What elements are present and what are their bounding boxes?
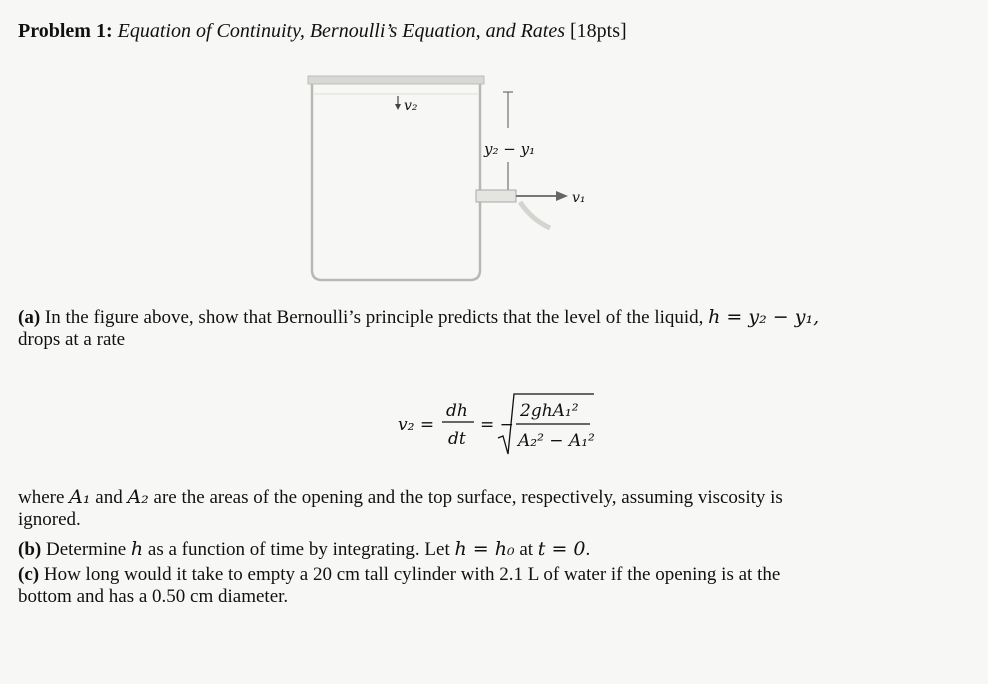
where-and: and [95,487,123,508]
part-a-label: (a) [18,307,41,328]
part-b-instruction: as a function of time by integrating. Let [147,539,450,560]
tank-diagram [300,70,620,290]
part-a-height-expression: h = y₂ − y₁, [708,306,820,328]
problem-points: [18pts] [570,20,627,42]
part-c-line1: How long would it take to empty a 20 cm tall cylinder with 2.1 L of water if the opening is at the [43,564,781,585]
eq-frac-num: dh [446,401,468,421]
eq-root-num: 2ghA₁² [520,401,579,421]
part-b-at: at [519,539,534,560]
part-b-condition-h: h = h₀ [454,538,515,560]
where-text [18,486,783,531]
eq-lhs: v₂ = [398,415,435,435]
where-ignored: ignored. [18,509,81,530]
tank-wall [312,84,480,280]
water-spray [520,202,550,228]
part-b-determine: Determine [45,539,127,560]
part-a-text [18,306,819,351]
v2-label: v₂ [404,98,418,114]
part-b-text [18,538,590,561]
part-b-condition-t: t = 0 [537,538,586,560]
area-a2: A₂ [127,486,149,508]
v1-arrowhead [556,191,568,201]
rate-equation-svg [398,392,618,462]
eq-middle: = − [480,415,514,435]
v1-label: v₁ [572,190,586,206]
problem-title: Equation of Continuity, Bernoulli’s Equation, and Rates [117,20,566,42]
part-a-line2: drops at a rate [18,329,126,350]
problem-heading [18,20,627,43]
problem-number: Problem 1: [18,20,113,42]
part-b-label: (b) [18,539,42,560]
tank-figure [300,70,620,290]
eq-frac-den: dt [448,429,466,449]
where-word: where [18,487,65,508]
part-b-h: h [130,538,144,560]
tank-rim [308,76,484,84]
v2-arrowhead [395,104,401,110]
where-description: are the areas of the opening and the top surface, respectively, assuming viscosity is [153,487,783,508]
height-label: y₂ − y₁ [484,140,536,158]
eq-root-den: A₂² − A₁² [518,431,595,451]
outlet-spout [476,190,516,202]
part-c-label: (c) [18,564,40,585]
area-a1: A₁ [69,486,91,508]
part-a-line1: In the figure above, show that Bernoulli’s principle predicts that the level of the liquid, [44,307,704,328]
part-c-text [18,564,780,608]
part-c-line2: bottom and has a 0.50 cm diameter. [18,586,289,607]
part-b-period: . [585,539,591,560]
rate-equation [398,392,618,462]
